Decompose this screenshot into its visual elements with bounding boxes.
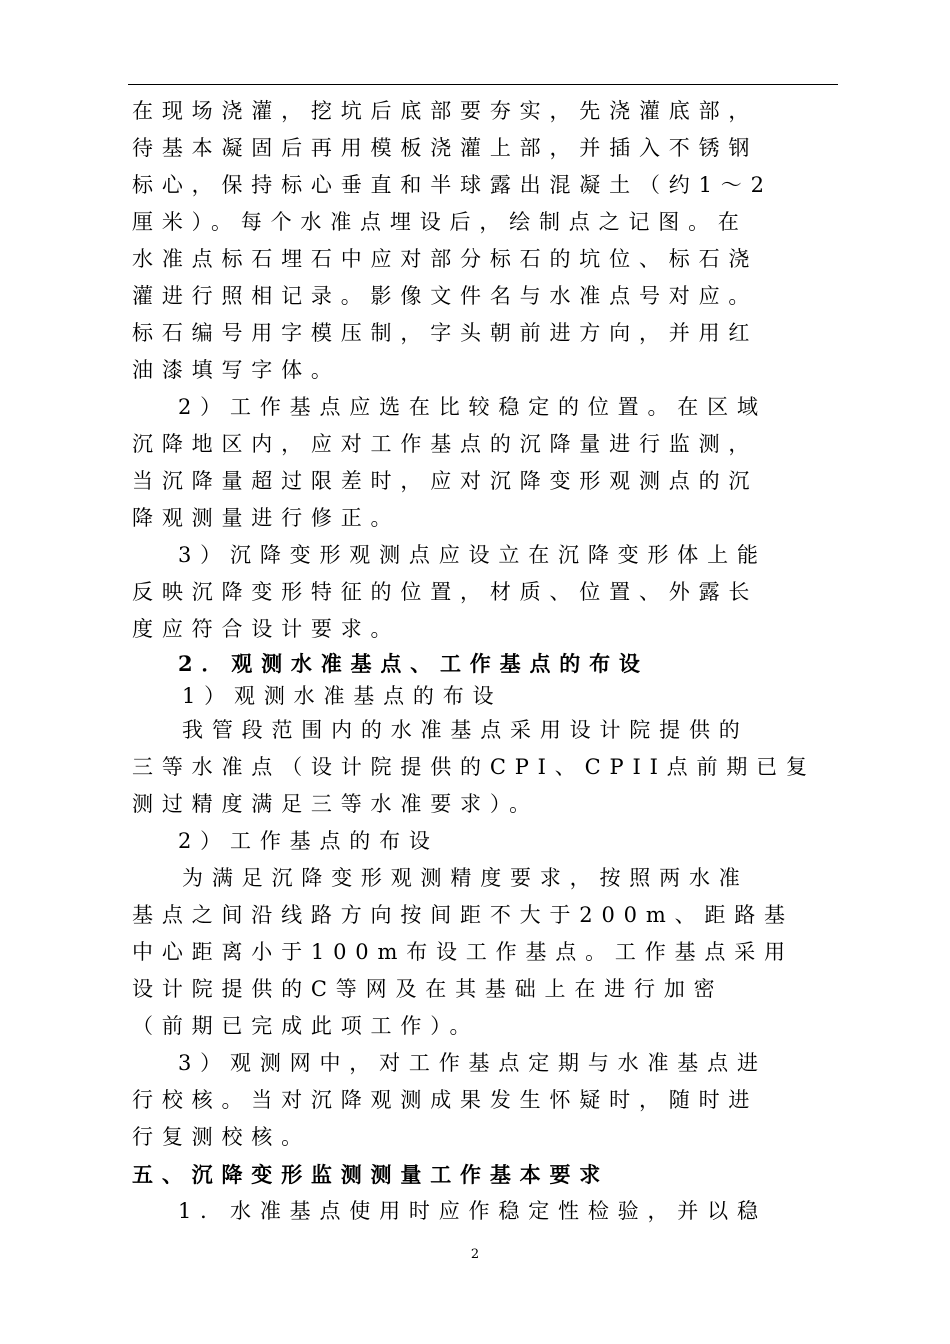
paragraph-line: 测过精度满足三等水准要求）。 xyxy=(132,792,539,816)
paragraph-line: 灌进行照相记录。影像文件名与水准点号对应。 xyxy=(132,284,759,308)
paragraph-line: 在现场浇灌，挖坑后底部要夯实，先浇灌底部， xyxy=(132,99,759,123)
paragraph-line: 3）观测网中，对工作基点定期与水准基点进 xyxy=(178,1051,767,1075)
subsection-heading: 2）工作基点的布设 xyxy=(178,829,439,853)
paragraph-line: 1．水准基点使用时应作稳定性检验，并以稳 xyxy=(178,1199,767,1223)
chapter-heading: 五、沉降变形监测测量工作基本要求 xyxy=(132,1162,610,1187)
subsection-heading: 1）观测水准基点的布设 xyxy=(182,684,503,708)
page-number: 2 xyxy=(470,1247,480,1262)
paragraph-line: 待基本凝固后再用模板浇灌上部，并插入不锈钢 xyxy=(132,136,759,160)
paragraph-line: 反映沉降变形特征的位置，材质、位置、外露长 xyxy=(132,580,759,604)
paragraph-line: 我管段范围内的水准基点采用设计院提供的 xyxy=(182,718,749,742)
paragraph-line: 3）沉降变形观测点应设立在沉降变形体上能 xyxy=(178,543,767,567)
header-rule xyxy=(128,84,838,85)
paragraph-line: 水准点标石埋石中应对部分标石的坑位、标石浇 xyxy=(132,247,759,271)
paragraph-line: 降观测量进行修正。 xyxy=(132,506,401,530)
section-heading: 2．观测水准基点、工作基点的布设 xyxy=(178,651,649,676)
document-body xyxy=(132,93,826,1230)
paragraph-line: 中心距离小于100m布设工作基点。工作基点采用 xyxy=(132,940,794,964)
paragraph-line: 行校核。当对沉降观测成果发生怀疑时，随时进 xyxy=(132,1088,759,1112)
paragraph-line: 沉降地区内，应对工作基点的沉降量进行监测， xyxy=(132,432,759,456)
paragraph-line: 三等水准点（设计院提供的CPI、CPII点前期已复 xyxy=(132,755,816,779)
paragraph-line: 当沉降量超过限差时，应对沉降变形观测点的沉 xyxy=(132,469,759,493)
paragraph-line: 行复测校核。 xyxy=(132,1125,311,1149)
paragraph-line: （前期已完成此项工作）。 xyxy=(132,1014,480,1038)
paragraph-line: 基点之间沿线路方向按间距不大于200m、距路基 xyxy=(132,903,794,927)
paragraph-line: 度应符合设计要求。 xyxy=(132,617,401,641)
paragraph-line: 设计院提供的C等网及在其基础上在进行加密 xyxy=(132,977,724,1001)
paragraph-line: 油漆填写字体。 xyxy=(132,358,341,382)
paragraph-line: 为满足沉降变形观测精度要求，按照两水准 xyxy=(182,866,749,890)
paragraph-line: 标心，保持标心垂直和半球露出混凝土（约1～2 xyxy=(132,173,773,197)
paragraph-line: 2）工作基点应选在比较稳定的位置。在区域 xyxy=(178,395,767,419)
paragraph-line: 标石编号用字模压制，字头朝前进方向，并用红 xyxy=(132,321,759,345)
paragraph-line: 厘米）。每个水准点埋设后，绘制点之记图。在 xyxy=(132,210,748,234)
